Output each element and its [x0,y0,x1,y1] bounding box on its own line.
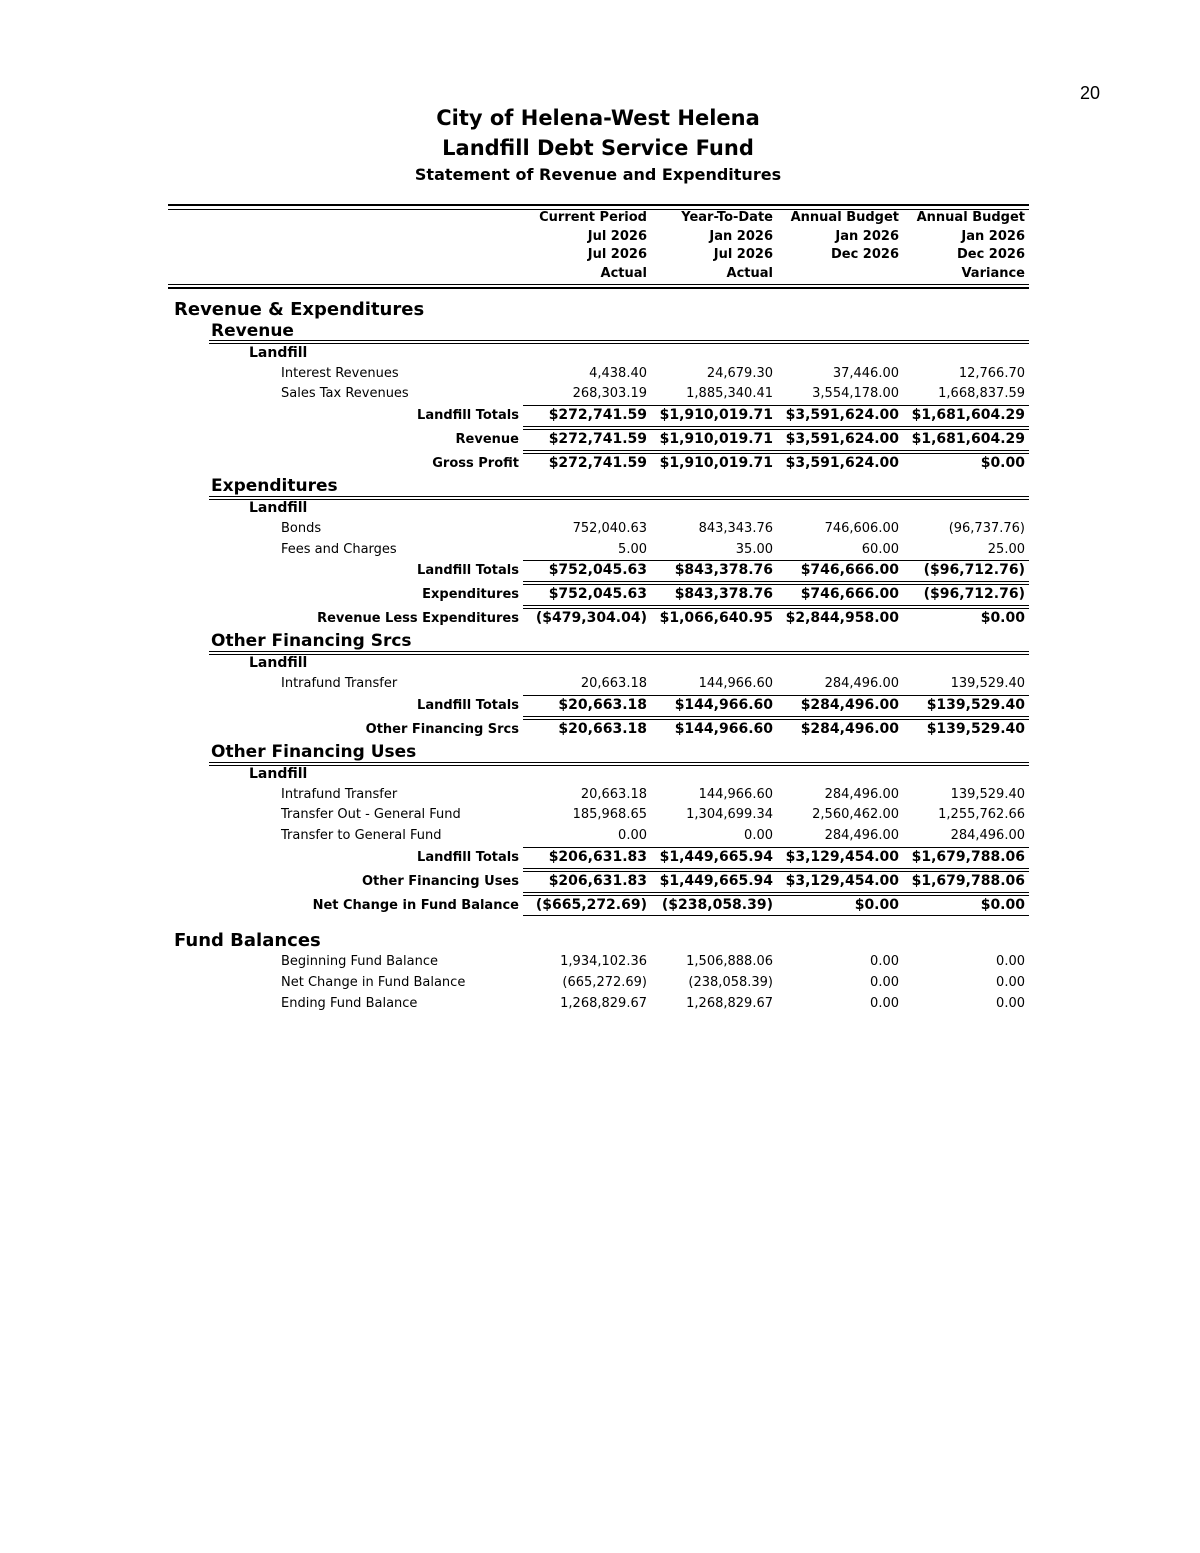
column-header-line: Actual [600,265,647,281]
total-label: Gross Profit [432,456,519,471]
table-row [0,676,1200,696]
row-value: 139,529.40 [950,787,1025,802]
row-value: 1,255,762.66 [938,807,1025,822]
total-double-rule [523,450,1029,454]
row-value: 139,529.40 [950,676,1025,691]
row-value: 843,343.76 [698,521,773,536]
section-heading-fund-balances: Fund Balances [174,930,321,951]
row-label: Fees and Charges [281,542,397,557]
section-rule [209,496,1029,500]
section-rule [209,340,1029,344]
row-value: 20,663.18 [580,676,647,691]
row-value: (665,272.69) [562,975,647,990]
total-value: $1,679,788.06 [911,849,1025,865]
row-value: 1,668,837.59 [938,386,1025,401]
total-value: $0.00 [980,455,1025,471]
column-header-ytd [681,209,773,283]
group-heading-landfill: Landfill [249,500,308,516]
row-value: 1,268,829.67 [560,996,647,1011]
column-header-line: Jul 2026 [713,247,773,262]
total-value: ($479,304.04) [535,610,647,626]
table-row [0,787,1200,807]
total-label: Other Financing Uses [362,874,519,889]
row-label: Ending Fund Balance [281,996,418,1011]
table-row [0,975,1200,995]
total-value: $0.00 [980,897,1025,913]
row-value: 37,446.00 [832,366,899,381]
subtotal-rule [523,560,1029,561]
total-value: $843,378.76 [674,562,773,578]
total-value: $1,681,604.29 [911,431,1025,447]
column-header-variance [917,209,1025,283]
row-value: 24,679.30 [706,366,773,381]
total-value: $1,066,640.95 [659,610,773,626]
total-value: $144,966.60 [674,697,773,713]
section-heading-other-financing-srcs: Other Financing Srcs [211,631,412,651]
table-row [0,542,1200,562]
row-label: Transfer to General Fund [281,828,442,843]
section-rule [209,762,1029,766]
total-row-other-financing-srcs [0,721,1200,743]
row-value: 752,040.63 [572,521,647,536]
group-heading-landfill: Landfill [249,766,308,782]
row-value: 25.00 [987,542,1025,557]
report-title-statement: Statement of Revenue and Expenditures [414,165,782,184]
total-row-revenue-less-expenditures [0,610,1200,632]
total-value: $272,741.59 [548,431,647,447]
table-row [0,954,1200,974]
row-value: 4,438.40 [589,366,647,381]
row-value: 1,934,102.36 [560,954,647,969]
header-rule-bottom [168,284,1029,289]
table-row [0,366,1200,386]
total-value: $1,679,788.06 [911,873,1025,889]
total-value: ($96,712.76) [923,586,1025,602]
total-value: $1,449,665.94 [659,873,773,889]
total-row-gross-profit [0,455,1200,477]
total-value: $3,129,454.00 [785,849,899,865]
total-label: Landfill Totals [417,563,519,578]
row-value: 20,663.18 [580,787,647,802]
row-value: 3,554,178.00 [812,386,899,401]
table-row [0,521,1200,541]
row-value: 144,966.60 [698,787,773,802]
total-label: Landfill Totals [417,408,519,423]
total-value: $752,045.63 [548,586,647,602]
subtotal-rule [523,695,1029,696]
total-value: $1,910,019.71 [659,431,773,447]
row-value: 1,506,888.06 [686,954,773,969]
total-value: ($96,712.76) [923,562,1025,578]
total-value: $746,666.00 [800,562,899,578]
total-value: $746,666.00 [800,586,899,602]
total-value: $272,741.59 [548,455,647,471]
total-value: $2,844,958.00 [785,610,899,626]
total-value: $3,129,454.00 [785,873,899,889]
column-header-line: Dec 2026 [956,247,1025,262]
total-value: $3,591,624.00 [785,431,899,447]
total-double-rule [523,716,1029,720]
total-label: Revenue Less Expenditures [317,611,519,626]
total-value: $0.00 [980,610,1025,626]
column-header-line: Jan 2026 [709,228,773,244]
row-value: 2,560,462.00 [812,807,899,822]
column-header-annual-budget [791,209,899,265]
row-label: Sales Tax Revenues [281,386,409,401]
row-value: 0.00 [744,828,773,843]
subtotal-rule [523,847,1029,848]
total-label: Landfill Totals [417,698,519,713]
total-value: $206,631.83 [548,873,647,889]
total-value: $272,741.59 [548,407,647,423]
column-header-line: Annual Budget [916,210,1025,225]
row-value: 60.00 [861,542,899,557]
net-change-rule [523,915,1029,916]
total-value: $284,496.00 [800,721,899,737]
row-value: 12,766.70 [958,366,1025,381]
row-value: 0.00 [996,975,1025,990]
total-double-rule [523,581,1029,585]
row-value: 0.00 [618,828,647,843]
total-label: Landfill Totals [417,850,519,865]
section-rule [209,651,1029,655]
row-value: (96,737.76) [948,521,1025,536]
report-title-city: City of Helena-West Helena [436,106,760,130]
row-value: 185,968.65 [572,807,647,822]
row-label: Transfer Out - General Fund [281,807,461,822]
total-double-rule [523,426,1029,430]
row-value: 0.00 [996,954,1025,969]
total-value: $139,529.40 [926,721,1025,737]
total-value: ($238,058.39) [661,897,773,913]
total-value: $284,496.00 [800,697,899,713]
table-row [0,386,1200,406]
column-header-line: Actual [726,265,773,281]
row-label: Bonds [281,521,322,536]
section-heading-expenditures: Expenditures [211,476,338,496]
column-header-line: Annual Budget [790,210,899,225]
column-header-current-period [539,209,647,283]
total-value: $1,910,019.71 [659,407,773,423]
total-value: $0.00 [854,897,899,913]
section-heading-revenue: Revenue [211,321,294,341]
column-header-line: Jan 2026 [961,228,1025,244]
total-label: Other Financing Srcs [365,722,519,737]
total-value: $1,449,665.94 [659,849,773,865]
total-value: ($665,272.69) [535,897,647,913]
row-value: 0.00 [870,975,899,990]
column-header-line: Jul 2026 [587,247,647,262]
section-heading-revenue-expenditures: Revenue & Expenditures [174,299,425,320]
row-value: 284,496.00 [950,828,1025,843]
row-label: Intrafund Transfer [281,676,398,691]
row-value: 0.00 [870,996,899,1011]
total-value: $206,631.83 [548,849,647,865]
total-double-rule [523,868,1029,872]
row-value: 284,496.00 [824,828,899,843]
table-row [0,996,1200,1016]
row-value: 144,966.60 [698,676,773,691]
row-value: 284,496.00 [824,676,899,691]
total-value: $20,663.18 [558,721,647,737]
row-value: 268,303.19 [572,386,647,401]
total-label: Expenditures [422,587,519,602]
total-value: $3,591,624.00 [785,407,899,423]
row-value: 1,885,340.41 [686,386,773,401]
total-value: $20,663.18 [558,697,647,713]
column-header-line: Current Period [539,210,647,225]
total-value: $752,045.63 [548,562,647,578]
section-heading-other-financing-uses: Other Financing Uses [211,742,417,762]
total-value: $144,966.60 [674,721,773,737]
column-header-line: Year-To-Date [681,210,773,225]
row-value: (238,058.39) [688,975,773,990]
row-label: Beginning Fund Balance [281,954,438,969]
total-double-rule [523,892,1029,896]
total-label: Net Change in Fund Balance [312,898,519,913]
subtotal-rule [523,405,1029,406]
group-heading-landfill: Landfill [249,345,308,361]
row-value: 0.00 [870,954,899,969]
table-row [0,807,1200,827]
row-value: 1,268,829.67 [686,996,773,1011]
row-value: 0.00 [996,996,1025,1011]
group-heading-landfill: Landfill [249,655,308,671]
total-label: Revenue [455,432,519,447]
total-value: $3,591,624.00 [785,455,899,471]
row-label: Interest Revenues [281,366,399,381]
row-value: 746,606.00 [824,521,899,536]
row-label: Intrafund Transfer [281,787,398,802]
row-value: 35.00 [735,542,773,557]
column-header-line: Dec 2026 [830,247,899,262]
total-double-rule [523,605,1029,609]
row-value: 1,304,699.34 [686,807,773,822]
report-title-fund: Landfill Debt Service Fund [442,136,754,160]
page-number: 20 [1079,83,1100,103]
total-value: $1,681,604.29 [911,407,1025,423]
column-header-line: Variance [961,265,1025,281]
row-value: 284,496.00 [824,787,899,802]
total-value: $843,378.76 [674,586,773,602]
total-value: $139,529.40 [926,697,1025,713]
row-label: Net Change in Fund Balance [281,975,466,990]
column-header-line: Jan 2026 [835,228,899,244]
table-row [0,828,1200,848]
row-value: 5.00 [618,542,647,557]
column-header-line: Jul 2026 [587,228,647,244]
total-value: $1,910,019.71 [659,455,773,471]
